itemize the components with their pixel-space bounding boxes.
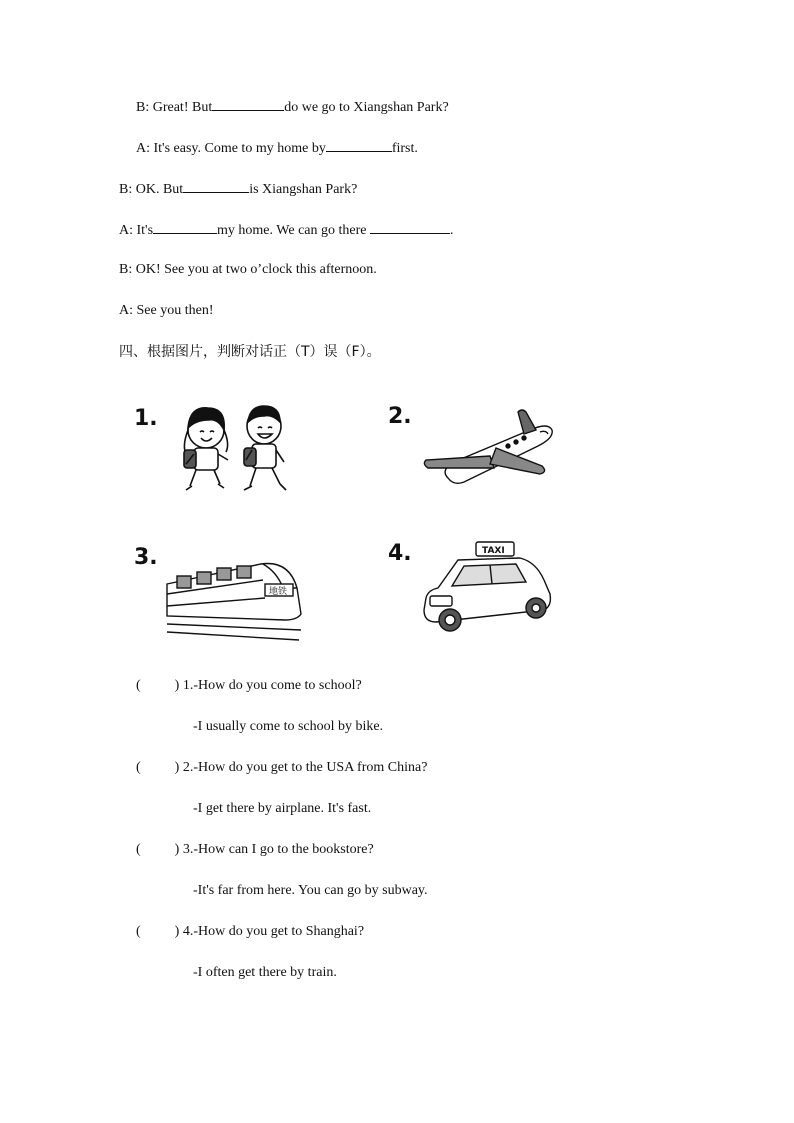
question-1 (136, 677, 362, 695)
taxi-sign: TAXI (482, 546, 505, 556)
section-4-title: 四、根据图片，判断对话正（T）误（F）。 (119, 344, 381, 360)
answer-paren-open[interactable]: ( (136, 760, 141, 775)
speaker: A: (136, 141, 150, 156)
question-4 (136, 923, 364, 941)
dialogue-line-5 (119, 261, 377, 279)
airplane-picture (420, 408, 560, 498)
text-before-blank: It's (136, 223, 154, 238)
question-3 (136, 841, 374, 859)
speaker: B: (119, 262, 133, 277)
kids-walking-picture (168, 398, 298, 504)
answer-paren-close: ) (174, 924, 180, 939)
answer-paren-close: ) (174, 678, 180, 693)
speaker: B: (119, 182, 133, 197)
dialogue-text: See you then! (136, 303, 214, 318)
answer-paren-close: ) (174, 760, 180, 775)
answer-paren-open[interactable]: ( (136, 678, 141, 693)
answer-3: -It's far from here. You can go by subway. (193, 883, 428, 898)
answer-2: -I get there by airplane. It's fast. (193, 801, 372, 816)
answer-blank[interactable] (183, 179, 249, 193)
dialogue-line-3 (119, 179, 357, 199)
text-after-blank: is Xiangshan Park? (249, 182, 358, 197)
picture-label-4: 4. (388, 541, 412, 566)
picture-label-2: 2. (388, 404, 412, 429)
answer-paren-open[interactable]: ( (136, 924, 141, 939)
subway-sign: 地铁 (269, 587, 288, 597)
answer-1: -I usually come to school by bike. (193, 719, 384, 734)
dialogue-line-1 (136, 97, 449, 117)
dialogue-line-6 (119, 302, 213, 320)
dialogue-line-2 (136, 138, 418, 158)
subway-train-picture (165, 554, 305, 644)
answer-4: -I often get there by train. (193, 965, 337, 980)
text-before-blank: OK. But (135, 182, 184, 197)
answer-blank[interactable] (153, 220, 217, 234)
question-text: 3.-How can I go to the bookstore? (182, 842, 374, 857)
dialogue-line-4 (119, 220, 454, 240)
text-after-blank: . (450, 223, 454, 238)
text-before-blank: It's easy. Come to my home by (153, 141, 326, 156)
text-between-blanks: my home. We can go there (217, 223, 367, 238)
answer-paren-close: ) (174, 842, 180, 857)
text-after-blank: first. (391, 141, 418, 156)
text-before-blank: Great! But (152, 100, 213, 115)
taxi-picture (420, 540, 555, 634)
dialogue-text: OK! See you at two o’clock this afternoon. (135, 262, 377, 277)
question-text: 4.-How do you get to Shanghai? (182, 924, 365, 939)
picture-label-1: 1. (134, 406, 158, 431)
answer-paren-open[interactable]: ( (136, 842, 141, 857)
speaker: B: (136, 100, 150, 115)
answer-blank[interactable] (212, 97, 284, 111)
question-text: 1.-How do you come to school? (182, 678, 362, 693)
speaker: A: (119, 223, 133, 238)
question-2 (136, 759, 427, 777)
picture-label-3: 3. (134, 545, 158, 570)
text-after-blank: do we go to Xiangshan Park? (284, 100, 449, 115)
question-text: 2.-How do you get to the USA from China? (182, 760, 428, 775)
answer-blank[interactable] (370, 220, 450, 234)
speaker: A: (119, 303, 133, 318)
answer-blank[interactable] (326, 138, 392, 152)
